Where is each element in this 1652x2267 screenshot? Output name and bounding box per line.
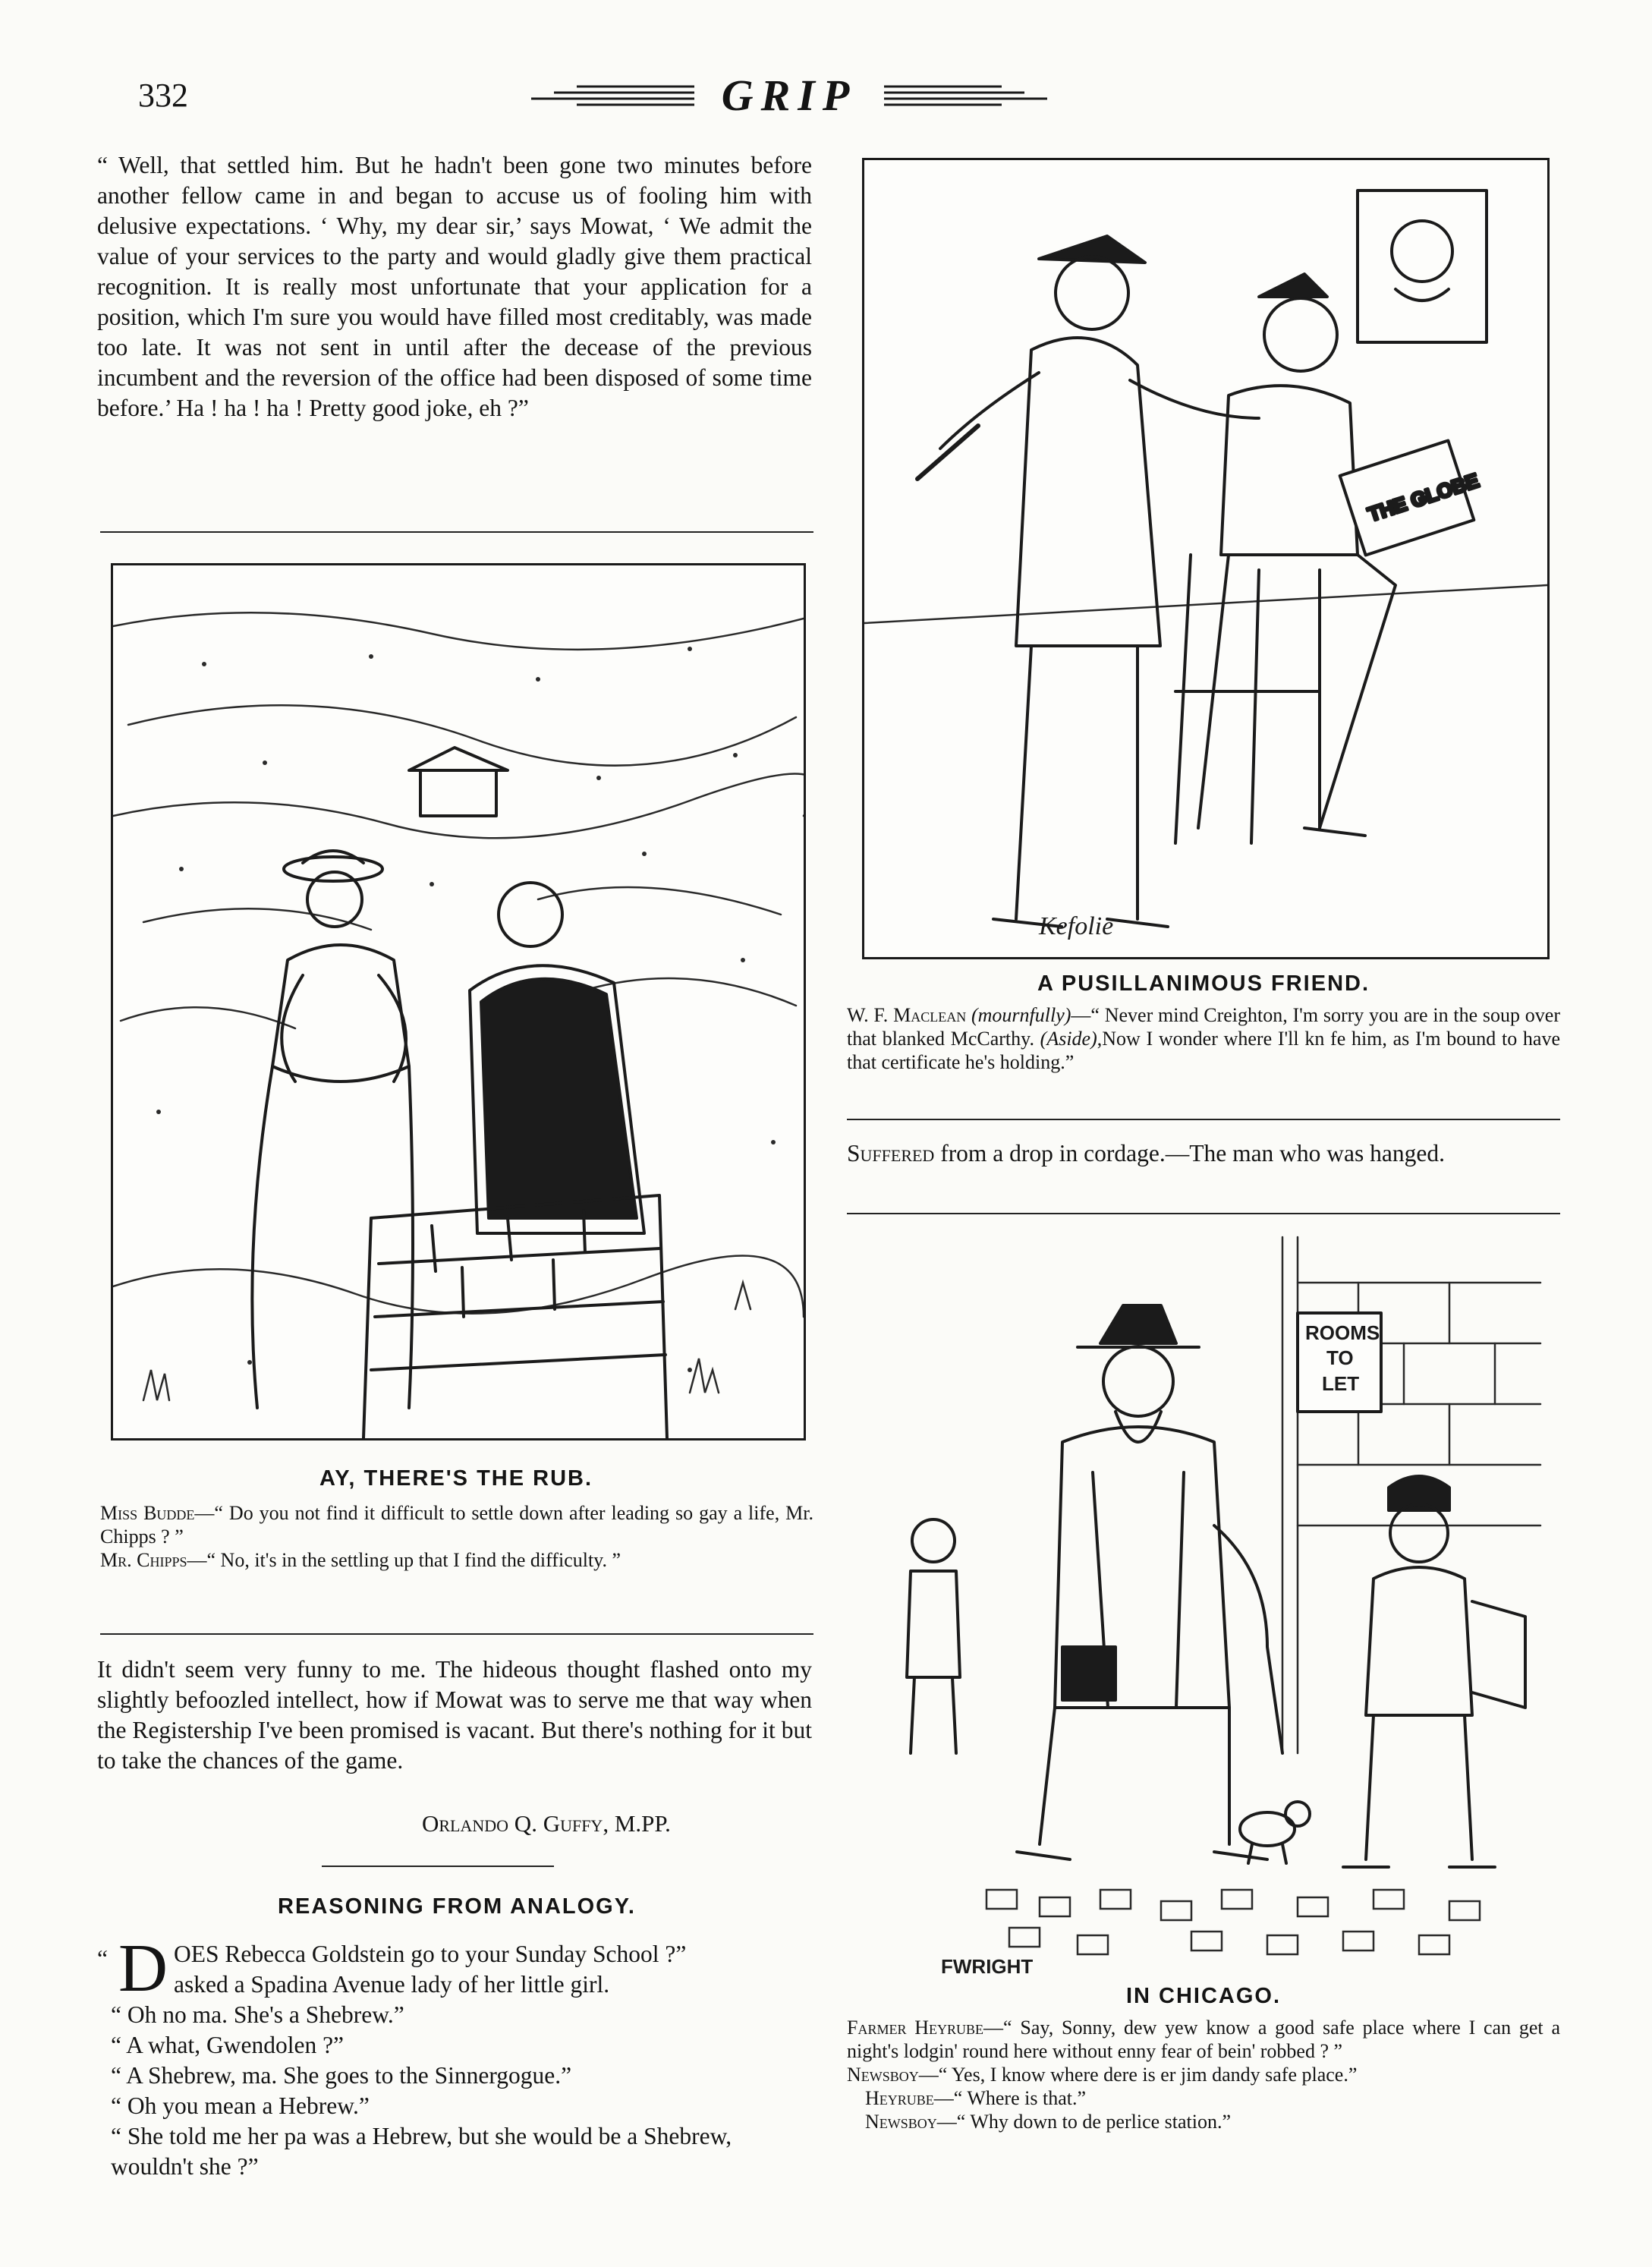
rub-text-1: —“ Do you not find it difficult to settle down after leading so gay a life, Mr. Chipps ? ”: [100, 1502, 813, 1548]
page-number: 332: [138, 77, 188, 114]
masthead: [531, 70, 1047, 123]
chicago-line: [847, 2086, 1560, 2110]
friend-artist-signature: Kefolie: [1039, 912, 1114, 940]
chicago-speaker: Heyrube: [865, 2087, 934, 2109]
cartoon-friend-dialogue: [847, 1003, 1560, 1074]
rub-sketch: [113, 565, 804, 1438]
opening-paragraph: [97, 150, 812, 423]
rub-speaker-2: Mr. Chipps: [100, 1549, 187, 1571]
cartoon-chicago-dialogue: [847, 2016, 1560, 2133]
cartoon-chicago-illustration: [873, 1222, 1556, 1981]
cartoon-rub-dialogue: [100, 1501, 813, 1572]
analogy-open-quote: “: [97, 1945, 108, 1972]
friend-text-b: ,Now I wonder where I'll kn fe him, as I'm bound to have that certificate he's holding.”: [847, 1028, 1560, 1073]
opening-paragraph-text: “ Well, that settled him. But he hadn't been gone two minutes before another fellow came in and began to accuse us of fooling him with delusive expectations. ‘ Why, my dear sir,’ says Mowat, ‘ We admit the value of your services to the party and would gladly give them practical recognition. It is really most unfortunate that your application for a position, which I'm sure you would have filled most creditably, was made too late. It was not sent in until after the decease of the previous incumbent and the reversion of the office had been disposed of some time before.’ Ha ! ha ! ha ! Pretty good joke, eh ?”: [97, 152, 812, 421]
rub-text-2: —“ No, it's in the settling up that I find the difficulty. ”: [187, 1549, 621, 1571]
sign-line-1: ROOMS: [1305, 1321, 1380, 1344]
joke-lead: Suffered: [847, 1140, 935, 1167]
analogy-drop-cap: D: [118, 1939, 168, 2000]
section-divider-2: [100, 1633, 813, 1635]
sign-line-2: TO: [1326, 1346, 1354, 1369]
masthead-title: GRIP: [721, 71, 857, 120]
chicago-speaker: Newsboy: [847, 2064, 919, 2086]
analogy-line-second: asked a Spadina Avenue lady of her little girl.: [173, 1971, 610, 1998]
joke-text: from a drop in cordage.—The man who was hanged.: [934, 1140, 1445, 1167]
friend-text-a: —“ Never mind Creighton, I'm sorry you are in the soup over that blanked McCarthy.: [847, 1004, 1560, 1050]
chicago-line: [847, 2016, 1560, 2063]
section-divider: [100, 531, 813, 533]
rub-speaker-1: Miss Budde: [100, 1502, 195, 1524]
friend-aside: (Aside): [1040, 1028, 1097, 1050]
author-signature: Orlando Q. Guffy, M.PP.: [422, 1810, 671, 1837]
friend-stage-direction: (mournfully): [971, 1004, 1071, 1026]
chicago-sketch: [873, 1222, 1556, 1981]
sign-line-3: LET: [1322, 1372, 1360, 1395]
cartoon-friend-title: A PUSILLANIMOUS FRIEND.: [1037, 971, 1370, 996]
chicago-line: [847, 2063, 1560, 2086]
section-divider-right: [847, 1119, 1560, 1120]
chicago-text: —“ Yes, I know where dere is er jim dandy safe place.”: [918, 2064, 1358, 2086]
closing-paragraph-text: It didn't seem very funny to me. The hideous thought flashed onto my slightly befoozled intellect, how if Mowat was to serve me that way when the Registership I've been promised is vacant. But there's nothing for it but to take the chances of the game.: [97, 1656, 812, 1774]
analogy-title: REASONING FROM ANALOGY.: [278, 1894, 636, 1919]
section-divider-right-2: [847, 1213, 1560, 1214]
rub-line-1: [100, 1501, 813, 1548]
closing-paragraph: [97, 1655, 812, 1776]
analogy-opening: [97, 1939, 813, 2000]
rub-line-2: [100, 1548, 813, 1572]
analogy-line: “ Oh you mean a Hebrew.”: [111, 2092, 370, 2119]
analogy-line: “ Oh no ma. She's a Shebrew.”: [111, 2001, 404, 2028]
newspaper-text: THE GLOBE: [1364, 468, 1482, 526]
chicago-text: —“ Where is that.”: [933, 2087, 1086, 2109]
short-divider: [322, 1866, 554, 1867]
cartoon-rub-title: AY, THERE'S THE RUB.: [319, 1466, 593, 1491]
analogy-line-first: OES Rebecca Goldstein go to your Sunday School ?”: [173, 1941, 687, 1967]
chicago-line: [847, 2110, 1560, 2133]
analogy-line: “ A what, Gwendolen ?”: [111, 2032, 345, 2058]
cartoon-rub-illustration: [111, 563, 806, 1440]
cartoon-chicago-title: IN CHICAGO.: [1125, 1984, 1282, 2008]
hanged-joke: [847, 1138, 1560, 1169]
analogy-line: “ A Shebrew, ma. She goes to the Sinnergogue.”: [111, 2062, 572, 2089]
analogy-line: “ She told me her pa was a Hebrew, but she would be a Shebrew, wouldn't she ?”: [111, 2123, 732, 2180]
friend-sketch: [864, 160, 1547, 957]
chicago-speaker: Farmer Heyrube: [847, 2017, 984, 2039]
chicago-text: —“ Say, Sonny, dew yew know a good safe place where I can get a night's lodgin' round here without enny fear of bein' robbed ? ”: [847, 2017, 1560, 2062]
cartoon-friend-illustration: [862, 158, 1550, 959]
chicago-artist-signature: FWRIGHT: [941, 1955, 1034, 1978]
chicago-speaker: Newsboy: [865, 2111, 937, 2133]
chicago-text: —“ Why down to de perlice station.”: [936, 2111, 1232, 2133]
friend-speaker: W. F. Maclean: [847, 1004, 967, 1026]
analogy-story: [97, 1939, 813, 2182]
